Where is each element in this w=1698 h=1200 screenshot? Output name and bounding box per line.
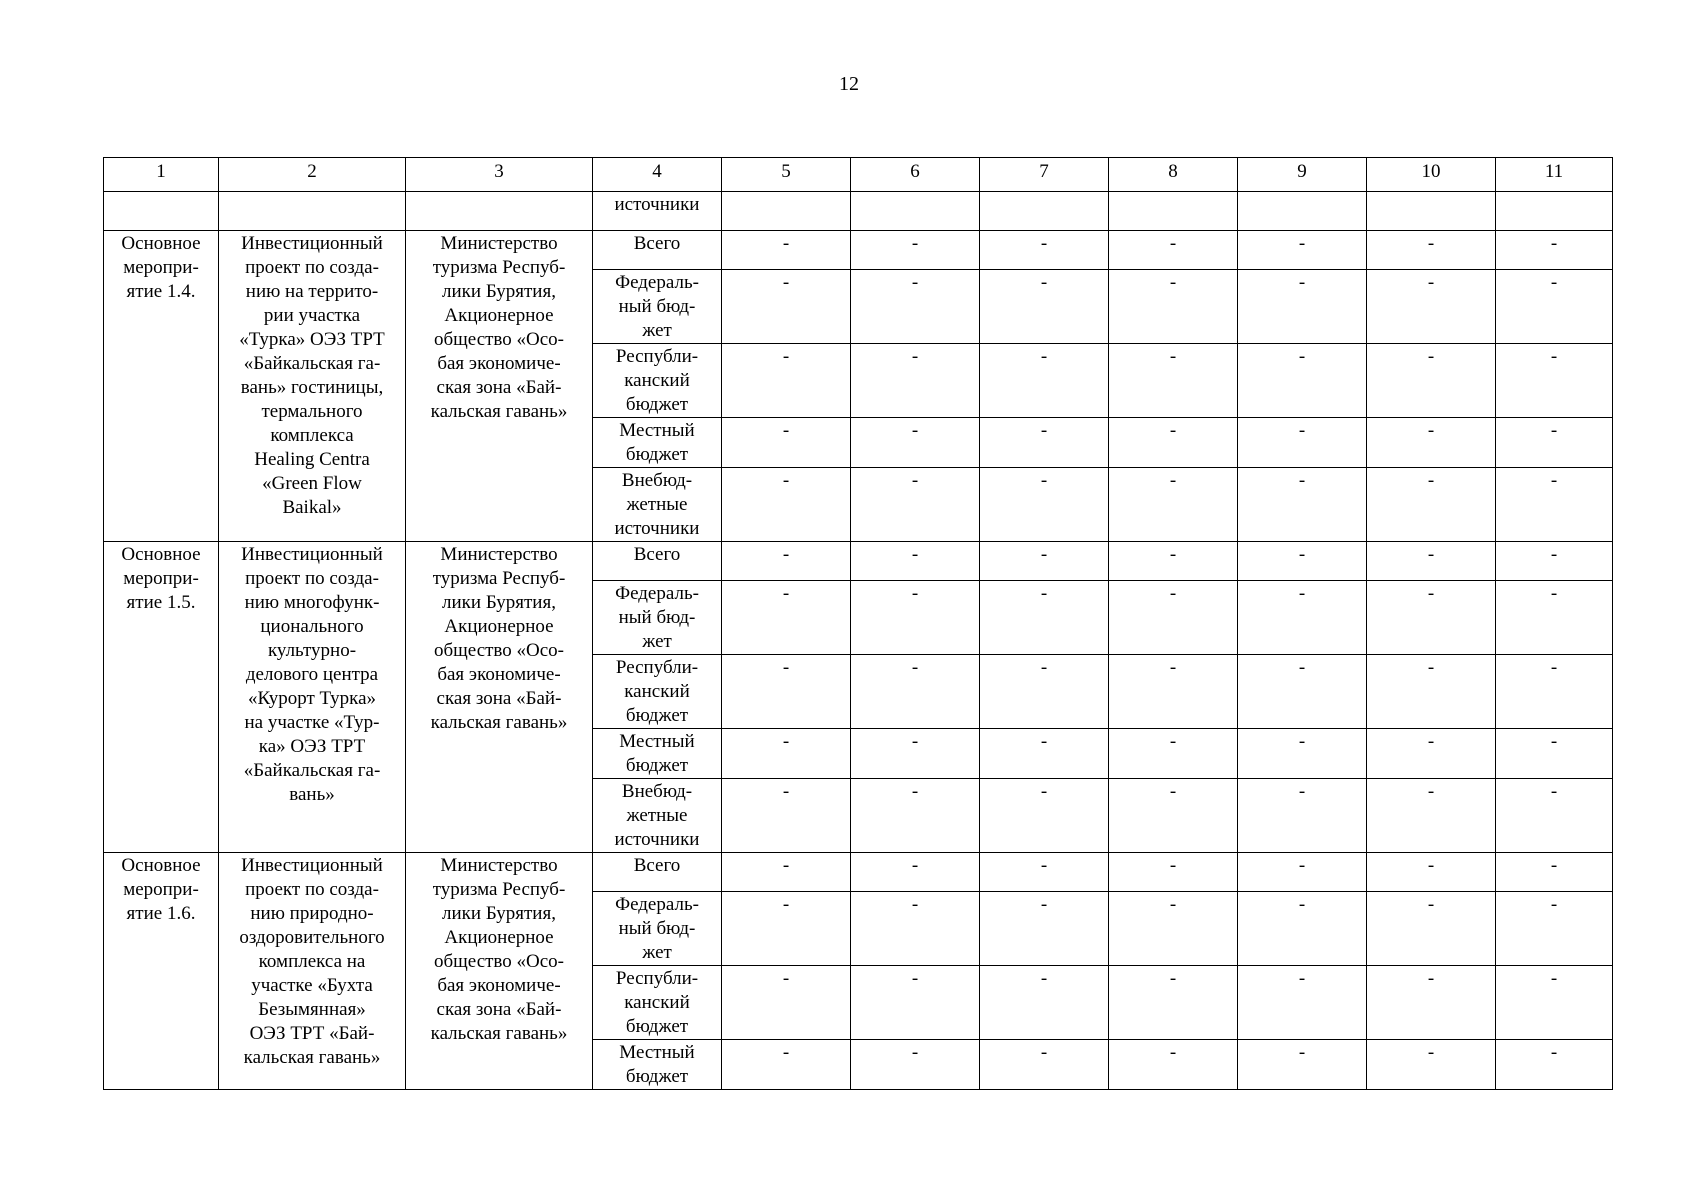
table-cell [980, 192, 1109, 231]
value-cell: - [722, 270, 851, 344]
value-cell: - [1109, 270, 1238, 344]
value-cell: - [1496, 542, 1613, 581]
value-cell: - [1109, 892, 1238, 966]
funding-source-text: Всего [633, 855, 681, 876]
value-cell: - [1238, 581, 1367, 655]
column-number: 5 [722, 158, 851, 192]
value-cell: - [1367, 344, 1496, 418]
funding-source [593, 1040, 722, 1090]
value-cell: - [1496, 581, 1613, 655]
value-cell: - [1496, 655, 1613, 729]
value-cell: - [1496, 231, 1613, 270]
funding-table [103, 157, 1613, 1090]
value-cell: - [1238, 729, 1367, 779]
funding-source-text: Внебюд- жетные источники [614, 470, 700, 539]
value-cell: - [722, 892, 851, 966]
funding-source [593, 270, 722, 344]
value-cell: - [1109, 966, 1238, 1040]
funding-source-text: Всего [633, 233, 681, 254]
value-cell: - [1109, 853, 1238, 892]
funding-source [593, 418, 722, 468]
value-cell: - [1238, 418, 1367, 468]
funding-source [593, 853, 722, 892]
value-cell: - [1238, 1040, 1367, 1090]
value-cell: - [722, 779, 851, 853]
funding-source [593, 655, 722, 729]
value-cell: - [722, 853, 851, 892]
value-cell: - [851, 1040, 980, 1090]
value-cell: - [722, 542, 851, 581]
value-cell: - [1367, 581, 1496, 655]
value-cell: - [851, 418, 980, 468]
value-cell: - [1496, 468, 1613, 542]
executor-cell-text: Министерство туризма Респуб- лики Бурятия, Акционерное общество «Осо- бая экономиче- ская зона «Бай- кальская гавань» [430, 544, 568, 733]
executor-cell [406, 542, 593, 853]
funding-source [593, 231, 722, 270]
funding-source-text: Республи- канский бюджет [615, 346, 699, 415]
value-cell: - [1367, 270, 1496, 344]
value-cell: - [722, 581, 851, 655]
event-cell [104, 231, 219, 542]
value-cell: - [1496, 344, 1613, 418]
value-cell: - [851, 270, 980, 344]
value-cell: - [851, 231, 980, 270]
funding-source-text: Федераль- ный бюд- жет [615, 272, 699, 341]
value-cell: - [980, 1040, 1109, 1090]
event-cell-text: Основное меропри- ятие 1.4. [121, 233, 201, 302]
value-cell: - [722, 655, 851, 729]
value-cell: - [1109, 729, 1238, 779]
table-cell [1367, 192, 1496, 231]
column-number: 10 [1367, 158, 1496, 192]
table-cell [851, 192, 980, 231]
column-number: 6 [851, 158, 980, 192]
event-cell-text: Основное меропри- ятие 1.6. [121, 855, 201, 924]
value-cell: - [851, 581, 980, 655]
value-cell: - [1109, 1040, 1238, 1090]
executor-cell-text: Министерство туризма Респуб- лики Бурятия, Акционерное общество «Осо- бая экономиче- ская зона «Бай- кальская гавань» [430, 855, 568, 1044]
value-cell: - [980, 853, 1109, 892]
value-cell: - [980, 270, 1109, 344]
funding-source-text: Республи- канский бюджет [615, 657, 699, 726]
value-cell: - [1367, 892, 1496, 966]
value-cell: - [1238, 344, 1367, 418]
continuation-row [104, 192, 1613, 231]
value-cell: - [722, 1040, 851, 1090]
value-cell: - [851, 892, 980, 966]
table-cell [406, 192, 593, 231]
value-cell: - [980, 779, 1109, 853]
value-cell: - [1367, 729, 1496, 779]
column-number: 2 [219, 158, 406, 192]
column-number-row [104, 158, 1613, 192]
value-cell: - [1496, 892, 1613, 966]
funding-source [593, 468, 722, 542]
value-cell: - [851, 779, 980, 853]
column-number: 8 [1109, 158, 1238, 192]
value-cell: - [1496, 1040, 1613, 1090]
value-cell: - [851, 468, 980, 542]
value-cell: - [1367, 468, 1496, 542]
value-cell: - [980, 418, 1109, 468]
table-cell [219, 192, 406, 231]
value-cell: - [980, 542, 1109, 581]
value-cell: - [980, 344, 1109, 418]
value-cell: - [1367, 231, 1496, 270]
value-cell: - [980, 729, 1109, 779]
funding-source-text: Местный бюджет [619, 731, 695, 776]
value-cell: - [851, 655, 980, 729]
project-cell-text: Инвестиционный проект по созда- нию многофунк- ционального культурно- делового центра «Курорт Турка» на участке «Тур- ка» ОЭЗ ТРТ «Байкальская га- вань» [241, 544, 383, 805]
value-cell: - [851, 344, 980, 418]
funding-source-text: Федераль- ный бюд- жет [615, 894, 699, 963]
table-cell [1109, 192, 1238, 231]
event-cell-text: Основное меропри- ятие 1.5. [121, 544, 201, 613]
table-cell [104, 192, 219, 231]
value-cell: - [1238, 779, 1367, 853]
value-cell: - [980, 231, 1109, 270]
project-cell [219, 542, 406, 853]
value-cell: - [1109, 779, 1238, 853]
project-cell [219, 231, 406, 542]
table-body [104, 158, 1613, 1090]
value-cell: - [1367, 779, 1496, 853]
column-number: 1 [104, 158, 219, 192]
value-cell: - [851, 966, 980, 1040]
event-cell [104, 542, 219, 853]
continuation-source: источники [593, 192, 722, 231]
value-cell: - [722, 231, 851, 270]
column-number: 7 [980, 158, 1109, 192]
column-number: 3 [406, 158, 593, 192]
table-row [104, 542, 1613, 581]
table-row [104, 853, 1613, 892]
value-cell: - [1496, 779, 1613, 853]
value-cell: - [1109, 655, 1238, 729]
funding-source-text: Внебюд- жетные источники [614, 781, 700, 850]
value-cell: - [1496, 729, 1613, 779]
funding-source [593, 966, 722, 1040]
funding-source [593, 892, 722, 966]
value-cell: - [722, 418, 851, 468]
value-cell: - [1109, 468, 1238, 542]
event-cell [104, 853, 219, 1090]
value-cell: - [1496, 418, 1613, 468]
value-cell: - [1238, 966, 1367, 1040]
value-cell: - [1238, 655, 1367, 729]
value-cell: - [1367, 542, 1496, 581]
value-cell: - [1109, 581, 1238, 655]
column-number: 9 [1238, 158, 1367, 192]
value-cell: - [1367, 853, 1496, 892]
value-cell: - [851, 729, 980, 779]
funding-source [593, 344, 722, 418]
funding-source [593, 581, 722, 655]
funding-source [593, 542, 722, 581]
value-cell: - [1367, 1040, 1496, 1090]
value-cell: - [722, 729, 851, 779]
column-number: 11 [1496, 158, 1613, 192]
value-cell: - [1238, 542, 1367, 581]
value-cell: - [1367, 418, 1496, 468]
table-cell [722, 192, 851, 231]
project-cell-text: Инвестиционный проект по созда- нию природно- оздоровительного комплекса на участке «Бухта Безымянная» ОЭЗ ТРТ «Бай- кальская гавань» [239, 855, 385, 1068]
value-cell: - [722, 966, 851, 1040]
value-cell: - [1238, 270, 1367, 344]
funding-source-text: Местный бюджет [619, 420, 695, 465]
value-cell: - [1109, 231, 1238, 270]
value-cell: - [980, 892, 1109, 966]
value-cell: - [980, 468, 1109, 542]
project-cell [219, 853, 406, 1090]
table-cell [1496, 192, 1613, 231]
column-number: 4 [593, 158, 722, 192]
value-cell: - [1238, 853, 1367, 892]
value-cell: - [851, 542, 980, 581]
funding-source-text: Республи- канский бюджет [615, 968, 699, 1037]
value-cell: - [851, 853, 980, 892]
funding-source-text: Всего [633, 544, 681, 565]
value-cell: - [1238, 468, 1367, 542]
value-cell: - [1109, 418, 1238, 468]
value-cell: - [722, 468, 851, 542]
value-cell: - [1109, 542, 1238, 581]
value-cell: - [1367, 966, 1496, 1040]
funding-source [593, 729, 722, 779]
value-cell: - [1496, 966, 1613, 1040]
value-cell: - [980, 655, 1109, 729]
funding-source [593, 779, 722, 853]
value-cell: - [1238, 231, 1367, 270]
value-cell: - [1238, 892, 1367, 966]
value-cell: - [980, 966, 1109, 1040]
page-number: 12 [839, 73, 859, 95]
value-cell: - [1367, 655, 1496, 729]
executor-cell-text: Министерство туризма Респуб- лики Бурятия, Акционерное общество «Осо- бая экономиче- ская зона «Бай- кальская гавань» [430, 233, 568, 422]
executor-cell [406, 231, 593, 542]
value-cell: - [1496, 270, 1613, 344]
table-cell [1238, 192, 1367, 231]
value-cell: - [980, 581, 1109, 655]
table-row [104, 231, 1613, 270]
funding-source-text: Местный бюджет [619, 1042, 695, 1087]
value-cell: - [1496, 853, 1613, 892]
executor-cell [406, 853, 593, 1090]
funding-source-text: Федераль- ный бюд- жет [615, 583, 699, 652]
value-cell: - [1109, 344, 1238, 418]
project-cell-text: Инвестиционный проект по созда- нию на террито- рии участка «Турка» ОЭЗ ТРТ «Байкальская га- вань» гостиницы, термального комплекса Healing Centra «Green Flow Baikal» [239, 233, 385, 518]
value-cell: - [722, 344, 851, 418]
